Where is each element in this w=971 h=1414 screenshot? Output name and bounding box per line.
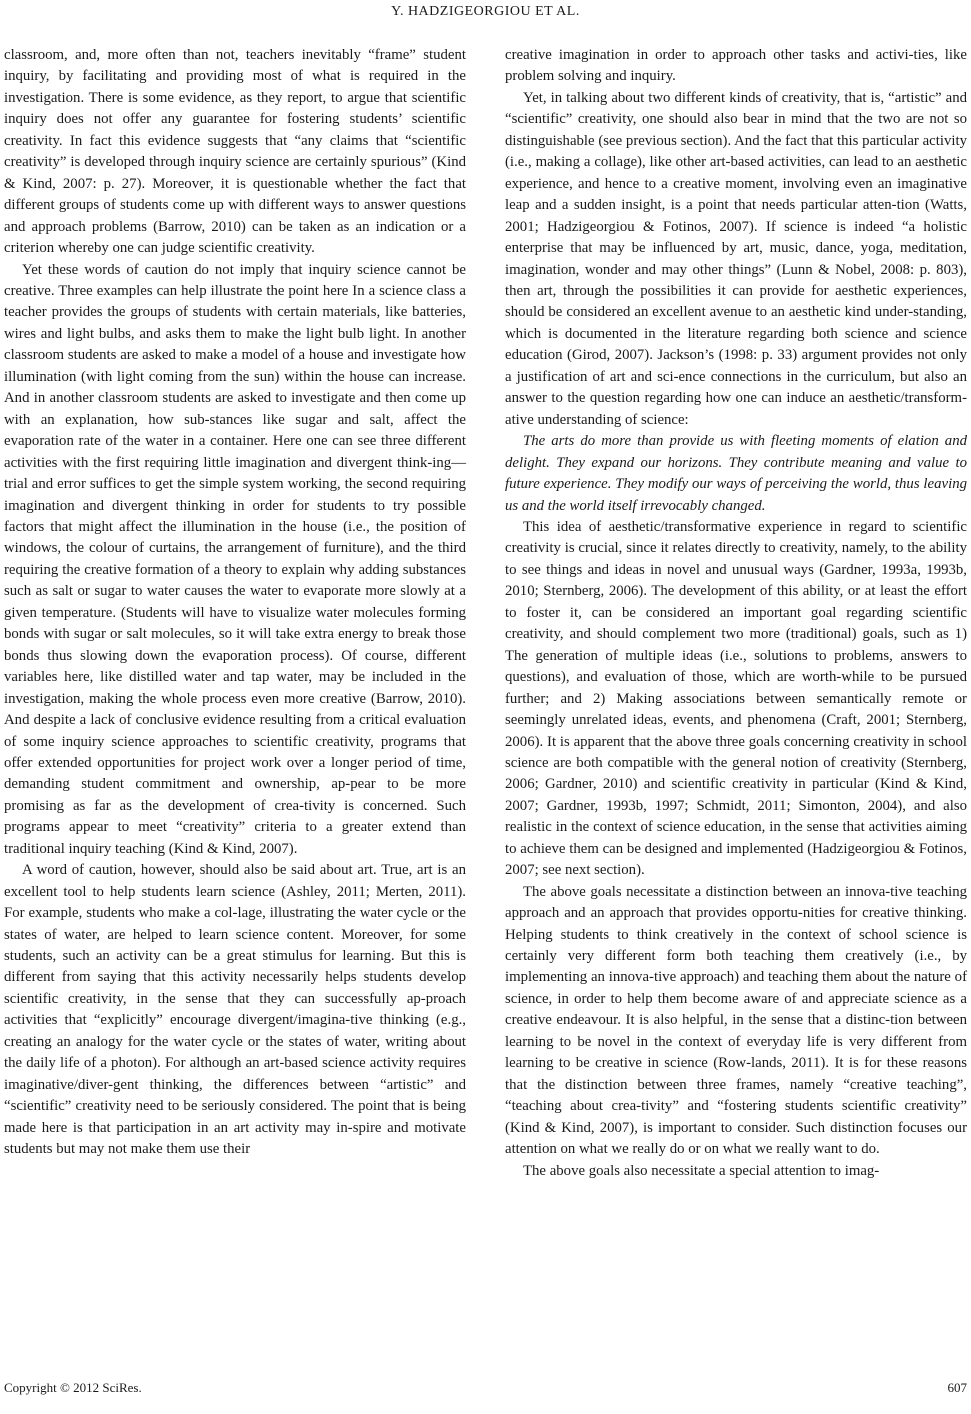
paragraph: The above goals necessitate a distinction between an innova-tive teaching approach and an approach that provides opportu-nities for creative thinking. Helping students to think creatively in the context of school science is certainly very different form both teaching them creatively (i.e., by implementing an innova-tive approach) and teaching them about the nature of science, in order to help them become aware of and appreciate science as a creative endeavour. It is also helpful, in the sense that a distinc-tion between learning to be novel in the context of everyday life is very different from learning to be creative in science (Row-lands, 2011). It is for these reasons that the distinction between three frames, namely “creative teaching”, “teaching about crea-tivity” and “fostering students scientific creativity” (Kind & Kind, 2007), is important to consider. Such distinction focuses our attention on what we really do or on what we really want to do. — [505, 883, 967, 1158]
copyright-notice: Copyright © 2012 SciRes. — [4, 1380, 142, 1395]
paragraph: creative imagination in order to approach other tasks and activi-ties, like problem solving and inquiry. — [505, 47, 967, 85]
left-column — [4, 45, 466, 1161]
paragraph: A word of caution, however, should also be said about art. True, art is an excellent tool to help students learn science (Ashley, 2011; Merten, 2011). For example, students who make a col-lage, illustrating the water cycle or the states of water, are helped to learn science content. Moreover, for some students, such an activity can be a great stimulus for learning. But this is different from saying that this activity necessarily helps students develop scientific creativity, in the sense that they can successfully ap-proach activities that “explicitly” encourage divergent/imagina-tive thinking (e.g., creating an analogy for the water cycle or the states of water, writing about the daily life of a photon). For although an art-based science activity requires imaginative/diver-gent thinking, the differences between “artistic” and “scientific” creativity need to be seriously considered. The point that is being made here is that participation in an art activity may in-spire and motivate students but may not make them use their — [4, 862, 466, 1158]
block-quote: The arts do more than provide us with fleeting moments of elation and delight. They expand our horizons. They contribute meaning and value to future experience. They modify our ways of perceiving the world, thus leaving us and the world itself irrevocably changed. — [505, 433, 967, 514]
running-head: Y. HADZIGEORGIOU ET AL. — [391, 4, 580, 19]
right-column — [505, 45, 967, 1182]
paragraph: The above goals also necessitate a special attention to imag- — [523, 1162, 880, 1179]
paragraph: classroom, and, more often than not, teachers inevitably “frame” student inquiry, by facilitating and providing most of what is required in the investigation. There is some evidence, as they report, to argue that scientific inquiry does not offer any guarantee for fostering students’ scientific creativity. In fact this evidence suggests that “any claims that “scientific creativity” is developed through inquiry science are certainly spurious” (Kind & Kind, 2007: p. 27). Moreover, it is questionable whether the fact that different groups of students come up with different ways to answer questions and approach problems (Barrow, 2010) can be taken as an indication or a criterion whereby one can judge scientific creativity. — [4, 47, 466, 257]
paragraph: Yet, in talking about two different kinds of creativity, that is, “artistic” and “scientific” creativity, one should also bear in mind that the two are not so distinguishable (see previous section). And the fact that this particular activity (i.e., making a collage), like other art-based activities, can lead to an aesthetic experience, and hence to a creative moment, involving even an imaginative leap and a sudden insight, is a point that needs particular atten-tion (Watts, 2001; Hadzigeorgiou & Fotinos, 2007). If science is indeed “a holistic enterprise that may be influenced by art, music, dance, yoga, meditation, imagination, wonder and may other things” (Lunn & Nobel, 2008: p. 803), then art, through the possibilities it can provide for aesthetic experiences, should be considered an excellent avenue to an aesthetic kind under-standing, which is documented in the literature regarding both science and science education (Girod, 2007). Jackson’s (1998: p. 33) argument provides not only a justification of art and sci-ence connections in the curriculum, but also an answer to the question regarding how one can induce an aesthetic/transform-ative understanding of science: — [505, 89, 967, 428]
page-number: 607 — [947, 1380, 967, 1395]
paragraph: This idea of aesthetic/transformative experience in regard to scientific creativity is crucial, since it relates directly to creativity, namely, to the ability to see things and ideas in novel and unusual ways (Gardner, 1993a, 1993b, 2010; Sternberg, 2006). The development of this ability, or at least the effort to foster it, can be considered an important goal regarding scientific creativity, and should complement two more (traditional) goals, such as 1) The generation of multiple ideas (i.e., solutions to problems, answers to questions), and evaluation of those, which are worth-while to be pursued further; and 2) Making associations between semantically remote or seemingly unrelated ideas, events, and phenomena (Craft, 2001; Sternberg, 2006). It is apparent that the above three goals concerning creativity in school science are both compatible with the general notion of creativity (Sternberg, 2006; Gardner, 2010) and scientific creativity in particular (Kind & Kind, 2007; Gardner, 1993b, 1997; Schmidt, 2011; Simonton, 2004), and also realistic in the context of science education, in the sense that activities aiming to achieve them can be designed and implemented (Hadzigeorgiou & Fotinos, 2007; see next section). — [505, 518, 967, 879]
paragraph: Yet these words of caution do not imply that inquiry science cannot be creative. Three examples can help illustrate the point here In a science class a teacher provides the groups of students with certain materials, like batteries, wires and light bulbs, and asks them to make the light bulb light. In another classroom students are asked to make a model of a house and investigate how illumination (with light coming from the sun) within the house can increase. And in another classroom students are asked to investigate and then come up with an explanation, how sub-stances like sugar and salt, affect the evaporation rate of the water in a container. Here one can see three different activities with the first requiring little imagination and divergent think-ing—trial and error suffices to get the simple system working, the second requiring imagination and divergent thinking in order for students to try possible factors that might affect the illumination in the house (i.e., the position of windows, the colour of curtains, the arrangement of furniture), and the third requiring the creative formation of a theory to explain why adding substances such as salt or sugar to water causes the water to evaporate more slowly at a given temperature. (Students will have to visualize water molecules forming bonds with sugar or salt molecules, so it will take extra energy to break those bonds thus slowing down the evaporation process). Of course, different variables here, like distilled water and tap water, may be included in the investigation, making the whole process even more creative (Barrow, 2010). And despite a lack of conclusive evidence resulting from a critical evaluation of some inquiry science approaches to scientific creativity, programs that offer extended opportunities for project work over a longer period of time, demanding student commitment and ownership, ap-pear to be more promising as far as the development of crea-tivity is concerned. Such programs appear to meet “creativity” criteria to a greater extend than traditional inquiry teaching (Kind & Kind, 2007). — [4, 261, 466, 857]
